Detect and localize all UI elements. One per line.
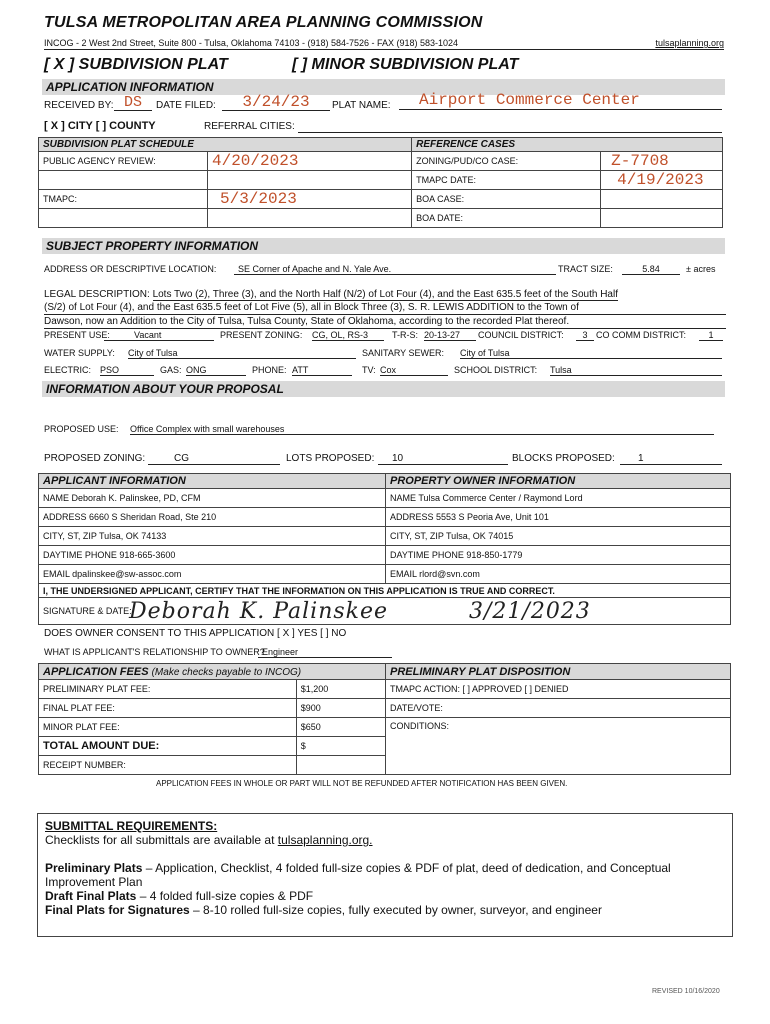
owner-address[interactable]: ADDRESS 5553 S Peoria Ave, Unit 101 (386, 508, 731, 527)
final-plats-requirement (45, 903, 725, 917)
tmapc-label: TMAPC: (39, 190, 208, 209)
fee-value-final: $900 (296, 699, 385, 718)
reference-cases-heading: REFERENCE CASES (412, 138, 723, 152)
application-information-heading: APPLICATION INFORMATION (42, 79, 725, 95)
tmapc-field[interactable]: 5/3/2023 (208, 190, 412, 209)
plat-name-label: PLAT NAME: (332, 100, 391, 111)
tv-label: TV: (362, 365, 376, 375)
final-plats-title: Final Plats for Signatures (45, 903, 190, 917)
legal-description (44, 288, 726, 329)
zoning-case-label: ZONING/PUD/CO CASE: (412, 152, 601, 171)
tract-size-label: TRACT SIZE: (558, 264, 613, 274)
proposed-use-label: PROPOSED USE: (44, 424, 119, 434)
present-use-field[interactable]: Vacant (104, 330, 214, 341)
tmapc-date-field[interactable]: 4/19/2023 (601, 171, 723, 190)
owner-consent-question[interactable]: DOES OWNER CONSENT TO THIS APPLICATION [ X ] YES [ ] NO (44, 628, 347, 639)
received-by-label: RECEIVED BY: (44, 100, 114, 111)
sanitary-sewer-field[interactable]: City of Tulsa (460, 348, 722, 359)
trs-field[interactable]: 20-13-27 (424, 330, 476, 341)
present-zoning-field[interactable]: CG, OL, RS-3 (312, 330, 384, 341)
commission-title: TULSA METROPOLITAN AREA PLANNING COMMISSION (44, 14, 483, 31)
conditions-field[interactable]: CONDITIONS: (386, 718, 731, 775)
present-zoning-label: PRESENT ZONING: (220, 330, 303, 340)
water-supply-label: WATER SUPPLY: (44, 348, 115, 358)
owner-city[interactable]: CITY, ST, ZIP Tulsa, OK 74015 (386, 527, 731, 546)
utilities-row (44, 348, 724, 361)
proposal-heading: INFORMATION ABOUT YOUR PROPOSAL (42, 381, 725, 397)
applicant-name[interactable]: NAME Deborah K. Palinskee, PD, CFM (39, 489, 386, 508)
date-filed-label: DATE FILED: (156, 100, 216, 111)
zoning-case-field[interactable]: Z-7708 (601, 152, 723, 171)
referral-cities-field[interactable] (298, 120, 722, 133)
date-filed-field[interactable]: 3/24/23 (222, 93, 330, 111)
school-district-label: SCHOOL DISTRICT: (454, 365, 538, 375)
application-fees-heading (39, 664, 386, 680)
proposed-use-field[interactable]: Office Complex with small warehouses (130, 424, 714, 435)
final-plats-text: – 8-10 rolled full-size copies, fully executed by owner, surveyor, and engineer (189, 903, 602, 917)
lots-proposed-field[interactable]: 10 (378, 453, 508, 465)
subject-property-heading: SUBJECT PROPERTY INFORMATION (42, 238, 725, 254)
property-owner-heading: PROPERTY OWNER INFORMATION (386, 474, 731, 489)
boa-date-label: BOA DATE: (412, 209, 601, 228)
phone-utility-field[interactable]: ATT (292, 365, 352, 376)
signature-field[interactable]: Deborah K. Palinskee (129, 599, 389, 624)
present-use-row (44, 330, 724, 343)
draft-final-plats-text: – 4 folded full-size copies & PDF (136, 889, 314, 903)
application-fees-note: (Make checks payable to INCOG) (151, 666, 302, 678)
acres-label: ± acres (686, 264, 716, 274)
signature-row (39, 598, 731, 625)
schedule-reference-table (38, 137, 723, 228)
address-row (44, 264, 724, 278)
applicant-owner-table (38, 473, 731, 625)
website-link[interactable]: tulsaplanning.org (655, 38, 724, 48)
applicant-email[interactable]: EMAIL dpalinskee@sw-assoc.com (39, 565, 386, 584)
fees-disposition-table (38, 663, 731, 775)
header-address: INCOG - 2 West 2nd Street, Suite 800 - Tulsa, Oklahoma 74103 - (918) 584-7526 - FAX (918) 583-1024 (44, 38, 459, 48)
tract-size-field[interactable]: 5.84 (622, 264, 680, 275)
header-address-line (44, 38, 724, 50)
gas-field[interactable]: ONG (186, 365, 246, 376)
tmapc-date-label: TMAPC DATE: (412, 171, 601, 190)
blocks-proposed-label: BLOCKS PROPOSED: (512, 453, 615, 464)
boa-case-field[interactable] (601, 190, 723, 209)
electric-label: ELECTRIC: (44, 365, 92, 375)
owner-email[interactable]: EMAIL rlord@svn.com (386, 565, 731, 584)
co-comm-district-label: CO COMM DISTRICT: (596, 330, 686, 340)
boa-case-label: BOA CASE: (412, 190, 601, 209)
city-county-checkbox[interactable]: [ X ] CITY [ ] COUNTY (44, 120, 156, 132)
public-agency-review-label: PUBLIC AGENCY REVIEW: (39, 152, 208, 171)
submittal-requirements-box (37, 813, 733, 937)
tmapc-action[interactable]: TMAPC ACTION: [ ] APPROVED [ ] DENIED (386, 680, 731, 699)
legal-description-label: LEGAL DESCRIPTION: (44, 289, 150, 300)
jurisdiction-row (44, 120, 724, 134)
co-comm-district-field[interactable]: 1 (699, 330, 723, 341)
checklist-link[interactable]: tulsaplanning.org. (277, 833, 373, 847)
proposed-zoning-row (44, 453, 724, 467)
gas-label: GAS: (160, 365, 182, 375)
date-vote-field[interactable]: DATE/VOTE: (386, 699, 731, 718)
submittal-heading: SUBMITTAL REQUIREMENTS: (45, 819, 218, 833)
applicant-information-heading: APPLICANT INFORMATION (39, 474, 386, 489)
electric-field[interactable]: PSO (100, 365, 154, 376)
subdivision-plat-schedule-heading: SUBDIVISION PLAT SCHEDULE (39, 138, 412, 152)
council-district-field[interactable]: 3 (576, 330, 594, 341)
owner-name[interactable]: NAME Tulsa Commerce Center / Raymond Lord (386, 489, 731, 508)
services-row (44, 365, 724, 378)
proposed-use-row (44, 424, 724, 437)
fee-value-total[interactable]: $ (296, 737, 385, 756)
applicant-phone[interactable]: DAYTIME PHONE 918-665-3600 (39, 546, 386, 565)
legal-line-2[interactable]: (S/2) of Lot Four (4), and the East 635.5 feet of Lot Five (5), all in Block Three (3), S. R. LEWIS ADDITION to the Town of (44, 301, 726, 315)
application-fees-title: APPLICATION FEES (43, 665, 149, 678)
certification-statement: I, THE UNDERSIGNED APPLICANT, CERTIFY THAT THE INFORMATION ON THIS APPLICATION IS TRUE AND CORRECT. (39, 584, 731, 598)
subdivision-plat-checkbox[interactable]: [ X ] SUBDIVISION PLAT (44, 56, 228, 73)
checklist-line (45, 833, 725, 847)
draft-final-plats-requirement (45, 889, 725, 903)
public-agency-review-field[interactable]: 4/20/2023 (208, 152, 412, 171)
relationship-field[interactable]: Engineer (258, 647, 392, 658)
legal-line-1[interactable]: Lots Two (2), Three (3), and the North Half (N/2) of Lot Four (4), and the East 635.5 feet of the South Half (152, 289, 618, 300)
legal-line-3[interactable]: Dawson, now an Addition to the City of Tulsa, Tulsa County, State of Oklahoma, according to the recorded Plat thereof. (44, 315, 726, 329)
fee-value-receipt[interactable] (296, 756, 385, 775)
checklist-text: Checklists for all submittals are available at (45, 833, 275, 847)
sanitary-sewer-label: SANITARY SEWER: (362, 348, 445, 358)
address-field[interactable]: SE Corner of Apache and N. Yale Ave. (234, 264, 556, 275)
preliminary-plats-text: – Application, Checklist, 4 folded full-size copies & PDF of plat, deed of dedication, and Conceptual Improvement Plan (45, 861, 671, 889)
fee-label-final: FINAL PLAT FEE: (39, 699, 297, 718)
referral-cities-label: REFERRAL CITIES: (204, 121, 295, 132)
fee-value-minor: $650 (296, 718, 385, 737)
refund-policy-note: APPLICATION FEES IN WHOLE OR PART WILL NOT BE REFUNDED AFTER NOTIFICATION HAS BEEN GIVEN. (156, 779, 568, 788)
applicant-city[interactable]: CITY, ST, ZIP Tulsa, OK 74133 (39, 527, 386, 546)
fee-value-preliminary: $1,200 (296, 680, 385, 699)
preliminary-plat-disposition-heading: PRELIMINARY PLAT DISPOSITION (386, 664, 731, 680)
relationship-label: WHAT IS APPLICANT'S RELATIONSHIP TO OWNER? (44, 647, 265, 657)
plat-name-field[interactable]: Airport Commerce Center (399, 91, 722, 110)
minor-subdivision-plat-checkbox[interactable]: [ ] MINOR SUBDIVISION PLAT (292, 56, 519, 73)
relationship-row (44, 647, 724, 660)
application-info-row (44, 91, 724, 115)
phone-utility-label: PHONE: (252, 365, 287, 375)
signature-date-field[interactable]: 3/21/2023 (469, 599, 591, 624)
address-label: ADDRESS OR DESCRIPTIVE LOCATION: (44, 264, 217, 274)
signature-date-label: SIGNATURE & DATE: (43, 606, 132, 616)
tv-field[interactable]: Cox (380, 365, 448, 376)
received-by-field[interactable]: DS (114, 94, 152, 111)
owner-phone[interactable]: DAYTIME PHONE 918-850-1779 (386, 546, 731, 565)
fee-label-minor: MINOR PLAT FEE: (39, 718, 297, 737)
applicant-address[interactable]: ADDRESS 6660 S Sheridan Road, Ste 210 (39, 508, 386, 527)
fee-label-receipt: RECEIPT NUMBER: (39, 756, 297, 775)
blocks-proposed-field[interactable]: 1 (620, 453, 722, 465)
water-supply-field[interactable]: City of Tulsa (128, 348, 356, 359)
boa-date-field[interactable] (601, 209, 723, 228)
draft-final-plats-title: Draft Final Plats (45, 889, 137, 903)
proposed-zoning-label: PROPOSED ZONING: (44, 453, 146, 464)
lots-proposed-label: LOTS PROPOSED: (286, 453, 375, 464)
preliminary-plats-title: Preliminary Plats (45, 861, 143, 875)
school-district-field[interactable]: Tulsa (550, 365, 722, 376)
revised-date: REVISED 10/16/2020 (652, 988, 720, 995)
proposed-zoning-field[interactable]: CG (148, 453, 280, 465)
present-use-label: PRESENT USE: (44, 330, 110, 340)
fee-label-total: TOTAL AMOUNT DUE: (39, 737, 297, 756)
preliminary-plats-requirement (45, 861, 725, 889)
council-district-label: COUNCIL DISTRICT: (478, 330, 564, 340)
fee-label-preliminary: PRELIMINARY PLAT FEE: (39, 680, 297, 699)
trs-label: T-R-S: (392, 330, 418, 340)
